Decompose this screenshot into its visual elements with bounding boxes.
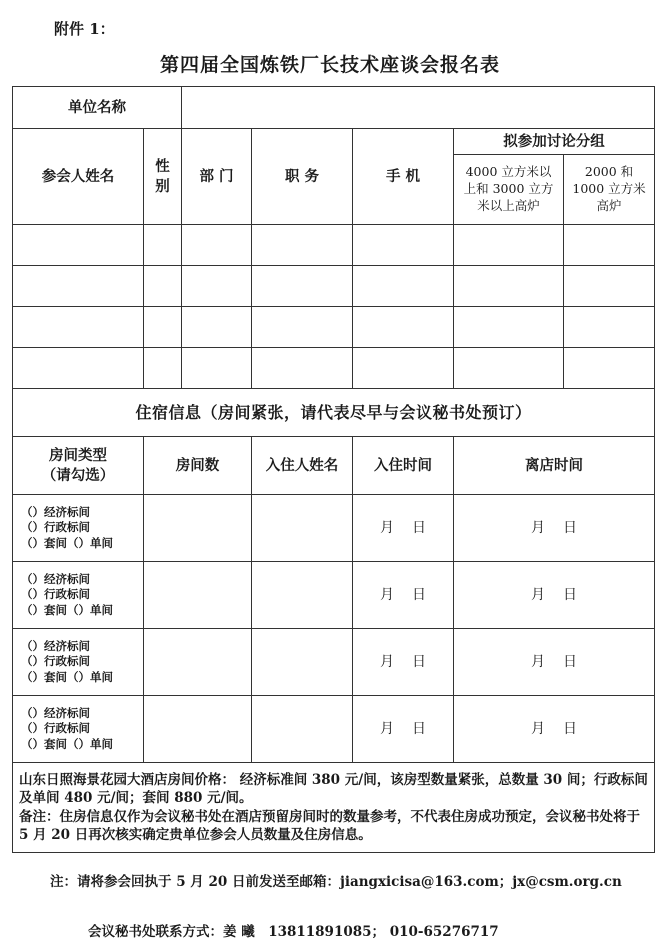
cell-checkout-date[interactable] bbox=[454, 562, 655, 629]
cell-phone[interactable] bbox=[353, 348, 454, 389]
cell-phone[interactable] bbox=[353, 225, 454, 266]
room-type-options[interactable] bbox=[13, 629, 144, 696]
cell-position[interactable] bbox=[252, 266, 353, 307]
month-label: 月 bbox=[380, 519, 394, 536]
header-discussion-group: 拟参加讨论分组 bbox=[454, 129, 655, 155]
day-label: 日 bbox=[563, 653, 578, 670]
remark-note: 备注：住房信息仅作为会议秘书处在酒店预留房间时的数量参考，不代表住房成功预定，会议秘书处将于 5 月 20 日再次核实确定贵单位参会人员数量及住房信息。 bbox=[19, 808, 640, 843]
cell-group-a[interactable] bbox=[454, 266, 564, 307]
cell-group-b[interactable] bbox=[564, 225, 655, 266]
cell-name[interactable] bbox=[13, 225, 144, 266]
header-phone: 手 机 bbox=[353, 129, 454, 225]
cell-department[interactable] bbox=[182, 225, 252, 266]
option-economy[interactable]: （）经济标间 bbox=[21, 705, 90, 720]
lodging-row bbox=[13, 562, 655, 629]
cell-checkout-date[interactable] bbox=[454, 629, 655, 696]
option-executive[interactable]: （）行政标间 bbox=[21, 520, 90, 535]
cell-position[interactable] bbox=[252, 307, 353, 348]
cell-checkout-date[interactable] bbox=[454, 495, 655, 562]
cell-room-count[interactable] bbox=[144, 495, 252, 562]
month-label: 月 bbox=[380, 720, 394, 737]
option-economy[interactable]: （）经济标间 bbox=[21, 571, 90, 586]
header-department: 部 门 bbox=[182, 129, 252, 225]
option-executive[interactable]: （）行政标间 bbox=[21, 721, 90, 736]
header-guest-name: 入住人姓名 bbox=[252, 437, 353, 495]
cell-gender[interactable] bbox=[144, 266, 182, 307]
cell-guest-name[interactable] bbox=[252, 696, 353, 763]
header-position: 职 务 bbox=[252, 129, 353, 225]
lodging-section-title: 住宿信息（房间紧张，请代表尽早与会议秘书处预订） bbox=[13, 389, 655, 437]
cell-position[interactable] bbox=[252, 348, 353, 389]
participant-row bbox=[13, 266, 655, 307]
cell-room-count[interactable] bbox=[144, 562, 252, 629]
room-type-options[interactable] bbox=[13, 562, 144, 629]
header-group-b: 2000 和 1000 立方米高炉 bbox=[564, 155, 655, 225]
cell-checkin-date[interactable] bbox=[353, 562, 454, 629]
room-type-options[interactable] bbox=[13, 495, 144, 562]
option-economy[interactable]: （）经济标间 bbox=[21, 638, 90, 653]
cell-room-count[interactable] bbox=[144, 629, 252, 696]
participant-row bbox=[13, 225, 655, 266]
cell-group-a[interactable] bbox=[454, 225, 564, 266]
month-label: 月 bbox=[531, 653, 546, 670]
cell-group-b[interactable] bbox=[564, 307, 655, 348]
participant-row bbox=[13, 307, 655, 348]
lodging-row bbox=[13, 495, 655, 562]
header-checkout: 离店时间 bbox=[454, 437, 655, 495]
header-group-a: 4000 立方米以上和 3000 立方米以上高炉 bbox=[454, 155, 564, 225]
cell-checkin-date[interactable] bbox=[353, 495, 454, 562]
cell-group-a[interactable] bbox=[454, 348, 564, 389]
option-suite-single[interactable]: （）套间（）单间 bbox=[21, 602, 113, 617]
option-suite-single[interactable]: （）套间（）单间 bbox=[21, 736, 113, 751]
header-gender: 性别 bbox=[144, 129, 182, 225]
notes-block bbox=[13, 763, 655, 853]
form-title: 第四届全国炼铁厂长技术座谈会报名表 bbox=[159, 54, 500, 76]
cell-position[interactable] bbox=[252, 225, 353, 266]
cell-department[interactable] bbox=[182, 266, 252, 307]
day-label: 日 bbox=[563, 586, 578, 603]
cell-gender[interactable] bbox=[144, 307, 182, 348]
contact-line: 会议秘书处联系方式：姜 曦 13811891085； 010-65276717 bbox=[88, 924, 499, 940]
cell-gender[interactable] bbox=[144, 225, 182, 266]
cell-group-b[interactable] bbox=[564, 348, 655, 389]
cell-phone[interactable] bbox=[353, 266, 454, 307]
price-note: 山东日照海景花园大酒店房间价格： 经济标准间 380 元/间，该房型数量紧张，总数量 30 间；行政标间及单间 480 元/间；套间 880 元/间。 bbox=[19, 772, 648, 807]
lodging-row bbox=[13, 629, 655, 696]
cell-name[interactable] bbox=[13, 348, 144, 389]
day-label: 日 bbox=[412, 586, 426, 603]
header-room-type bbox=[13, 437, 144, 495]
cell-guest-name[interactable] bbox=[252, 562, 353, 629]
day-label: 日 bbox=[412, 720, 426, 737]
header-room-count: 房间数 bbox=[144, 437, 252, 495]
participant-row bbox=[13, 348, 655, 389]
day-label: 日 bbox=[563, 720, 578, 737]
day-label: 日 bbox=[412, 653, 426, 670]
cell-group-a[interactable] bbox=[454, 307, 564, 348]
month-label: 月 bbox=[531, 586, 546, 603]
day-label: 日 bbox=[412, 519, 426, 536]
option-executive[interactable]: （）行政标间 bbox=[21, 587, 90, 602]
lodging-row bbox=[13, 696, 655, 763]
cell-department[interactable] bbox=[182, 348, 252, 389]
header-name: 参会人姓名 bbox=[13, 129, 144, 225]
cell-guest-name[interactable] bbox=[252, 495, 353, 562]
month-label: 月 bbox=[531, 519, 546, 536]
cell-checkin-date[interactable] bbox=[353, 696, 454, 763]
cell-phone[interactable] bbox=[353, 307, 454, 348]
unit-name-field[interactable] bbox=[182, 87, 655, 129]
unit-name-label: 单位名称 bbox=[13, 87, 182, 129]
day-label: 日 bbox=[563, 519, 578, 536]
cell-room-count[interactable] bbox=[144, 696, 252, 763]
cell-checkout-date[interactable] bbox=[454, 696, 655, 763]
room-type-label: 房间类型 bbox=[49, 446, 107, 464]
cell-name[interactable] bbox=[13, 266, 144, 307]
month-label: 月 bbox=[380, 653, 394, 670]
option-suite-single[interactable]: （）套间（）单间 bbox=[21, 535, 113, 550]
month-label: 月 bbox=[531, 720, 546, 737]
option-economy[interactable]: （）经济标间 bbox=[21, 504, 90, 519]
cell-group-b[interactable] bbox=[564, 266, 655, 307]
registration-table bbox=[12, 86, 655, 853]
cell-department[interactable] bbox=[182, 307, 252, 348]
room-type-sub: （请勾选） bbox=[41, 466, 115, 484]
cell-gender[interactable] bbox=[144, 348, 182, 389]
cell-checkin-date[interactable] bbox=[353, 629, 454, 696]
room-type-options[interactable] bbox=[13, 696, 144, 763]
option-suite-single[interactable]: （）套间（）单间 bbox=[21, 669, 113, 684]
cell-name[interactable] bbox=[13, 307, 144, 348]
header-checkin: 入住时间 bbox=[353, 437, 454, 495]
attachment-label: 附件 1： bbox=[54, 20, 115, 38]
submission-note: 注：请将参会回执于 5 月 20 日前发送至邮箱：jiangxicisa@163.com；jx@csm.org.cn bbox=[50, 874, 622, 890]
cell-guest-name[interactable] bbox=[252, 629, 353, 696]
month-label: 月 bbox=[380, 586, 394, 603]
option-executive[interactable]: （）行政标间 bbox=[21, 654, 90, 669]
